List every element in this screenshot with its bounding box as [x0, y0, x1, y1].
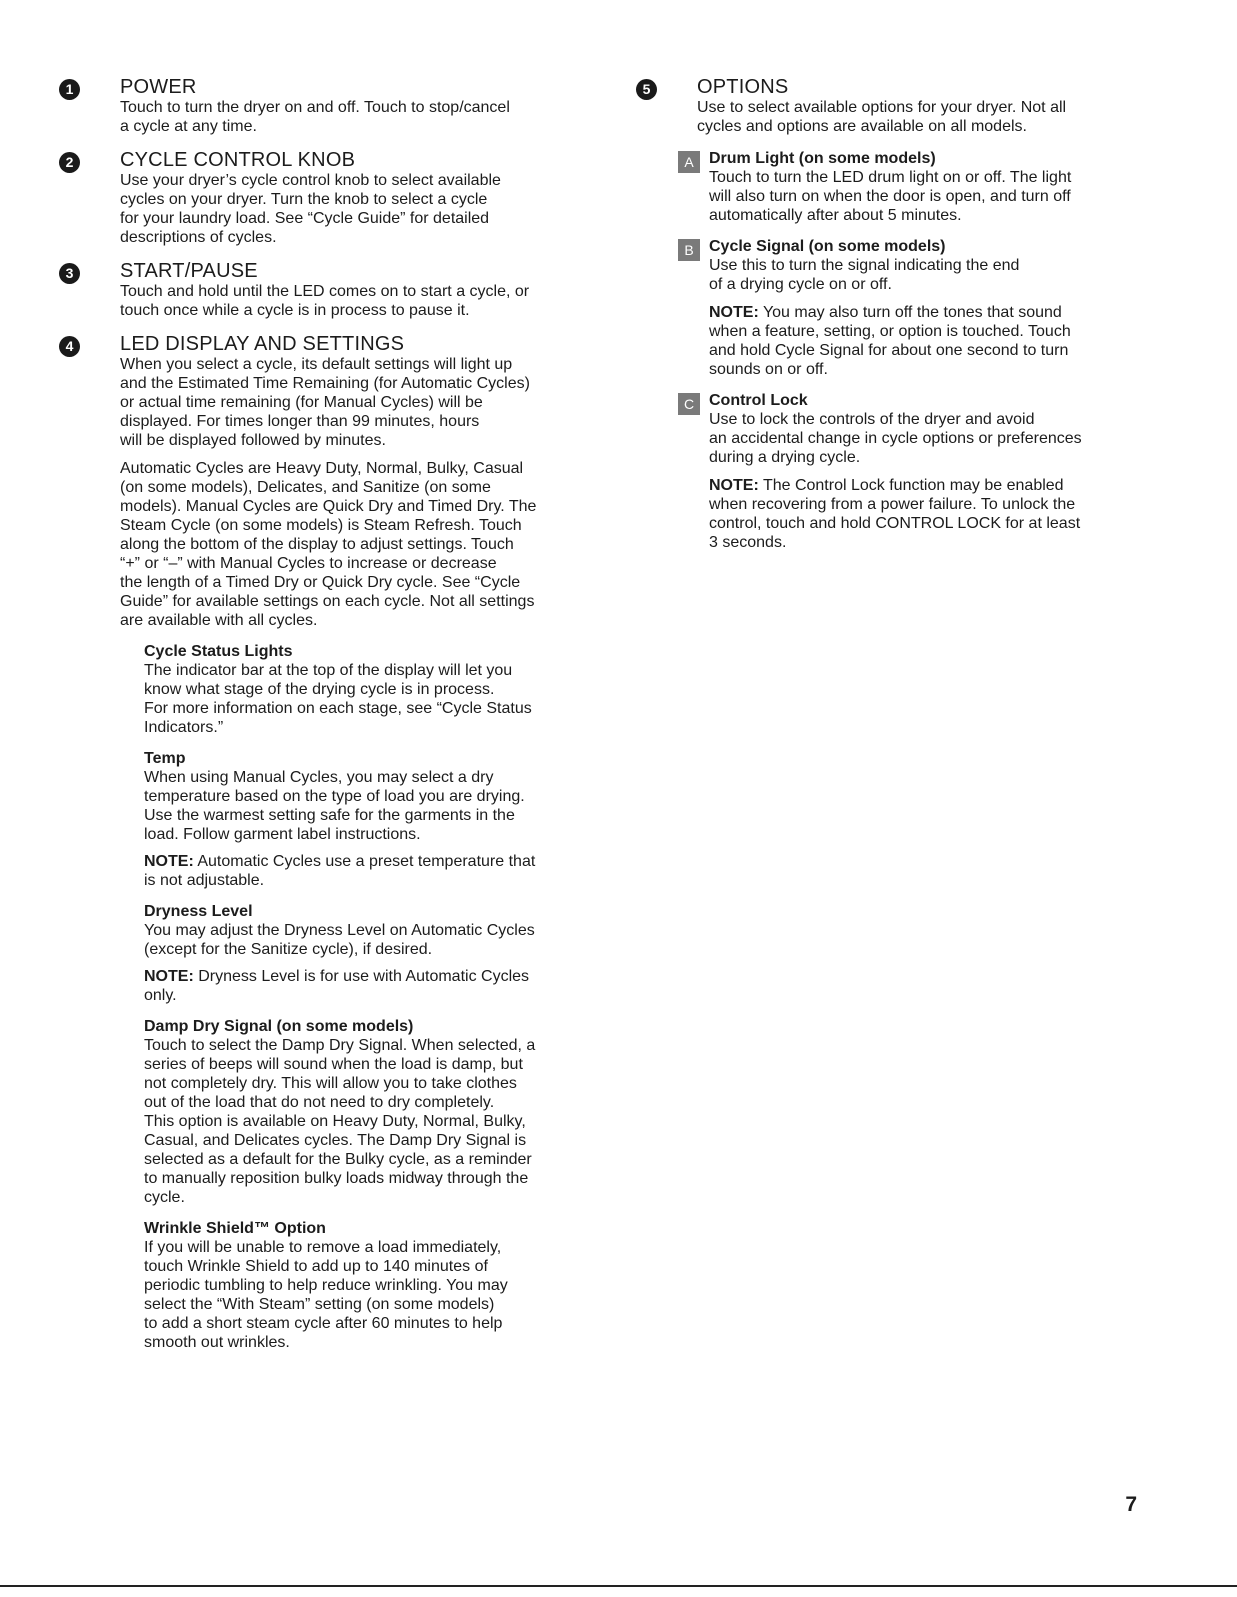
subsection-title-damp-dry-signal: Damp Dry Signal (on some models) — [144, 1018, 414, 1035]
start-pause-description: Touch and hold until the LED comes on to start a cycle, or touch once while a cycle is in process to pause it. — [120, 283, 530, 319]
option-letter-a-icon: A — [678, 151, 700, 173]
page-number: 7 — [1125, 1493, 1137, 1516]
cycle-status-lights-description: The indicator bar at the top of the display will let you know what stage of the drying cycle is in process. For more information on each stage, see “Cycle Status Indicators.” — [144, 662, 532, 736]
note-label: NOTE: — [709, 477, 759, 494]
option-title-drum-light: Drum Light (on some models) — [709, 150, 936, 167]
section-led-display — [59, 333, 599, 1352]
left-column — [59, 76, 599, 1365]
bottom-divider — [0, 1585, 1237, 1587]
number-badge-4: 4 — [59, 336, 80, 357]
subsection-temp — [144, 749, 599, 890]
option-control-lock — [636, 391, 1156, 552]
cycle-signal-note — [709, 303, 1156, 379]
control-lock-description: Use to lock the controls of the dryer and avoid an accidental change in cycle options or preferences during a drying cycle. — [709, 411, 1082, 466]
drum-light-description: Touch to turn the LED drum light on or off. The light will also turn on when the door is open, and turn off automatically after about 5 minutes. — [709, 169, 1072, 224]
options-description: Use to select available options for your dryer. Not all cycles and options are available on all models. — [697, 99, 1067, 135]
right-column — [636, 76, 1156, 561]
subsection-cycle-status-lights — [144, 642, 599, 737]
option-letter-c-icon: C — [678, 393, 700, 415]
control-lock-note-text: The Control Lock function may be enabled when recovering from a power failure. To unlock the control, touch and hold CONTROL LOCK for at least 3 seconds. — [709, 477, 1081, 551]
section-heading-cycle-control-knob: CYCLE CONTROL KNOB — [120, 149, 356, 171]
control-lock-note — [709, 476, 1156, 552]
dryness-level-note — [144, 967, 599, 1005]
number-badge-3: 3 — [59, 263, 80, 284]
dryness-level-description: You may adjust the Dryness Level on Automatic Cycles (except for the Sanitize cycle), if desired. — [144, 922, 535, 958]
power-description: Touch to turn the dryer on and off. Touch to stop/cancel a cycle at any time. — [120, 99, 510, 135]
temp-note — [144, 852, 599, 890]
section-start-pause — [59, 260, 599, 320]
option-title-cycle-signal: Cycle Signal (on some models) — [709, 238, 946, 255]
section-power — [59, 76, 599, 136]
note-label: NOTE: — [144, 853, 194, 870]
wrinkle-shield-description: If you will be unable to remove a load immediately, touch Wrinkle Shield to add up to 140 minutes of periodic tumbling to help reduce wrinkling. You may select the “With Steam” setting (on some models) to add a short steam cycle after 60 minutes to help smooth out wrinkles. — [144, 1239, 508, 1351]
section-heading-led-display: LED DISPLAY AND SETTINGS — [120, 333, 405, 355]
note-label: NOTE: — [709, 304, 759, 321]
led-description-2: Automatic Cycles are Heavy Duty, Normal, Bulky, Casual (on some models), Delicates, and Sanitize (on some models). Manual Cycles are Quick Dry and Timed Dry. The Steam Cycle (on some models) is Steam Refresh. Touch along the bottom of the display to adjust settings. Touch “+” or “–” with Manual Cycles to increase or decrease the length of a Timed Dry or Quick Dry cycle. See “Cycle Guide” for available settings on each cycle. Not all settings are available with all cycles. — [120, 460, 537, 629]
subsection-damp-dry-signal — [144, 1017, 599, 1207]
section-heading-start-pause: START/PAUSE — [120, 260, 258, 282]
subsection-title-wrinkle-shield: Wrinkle Shield™ Option — [144, 1220, 326, 1237]
note-label: NOTE: — [144, 968, 194, 985]
cycle-signal-note-text: You may also turn off the tones that sound when a feature, setting, or option is touched. Touch and hold Cycle Signal for about one second to turn sounds on or off. — [709, 304, 1071, 378]
section-heading-power: POWER — [120, 76, 197, 98]
section-options — [636, 76, 1156, 136]
section-heading-options: OPTIONS — [697, 76, 789, 98]
subsection-title-cycle-status-lights: Cycle Status Lights — [144, 643, 293, 660]
option-letter-b-icon: B — [678, 239, 700, 261]
option-drum-light — [636, 149, 1156, 225]
subsection-wrinkle-shield — [144, 1219, 599, 1352]
led-description-1: When you select a cycle, its default settings will light up and the Estimated Time Remaining (for Automatic Cycles) or actual time remaining (for Manual Cycles) will be displayed. For times longer than 99 minutes, hours will be displayed followed by minutes. — [120, 356, 530, 449]
temp-note-text: Automatic Cycles use a preset temperature that is not adjustable. — [144, 853, 536, 889]
dryness-note-text: Dryness Level is for use with Automatic Cycles only. — [144, 968, 530, 1004]
damp-dry-signal-description: Touch to select the Damp Dry Signal. When selected, a series of beeps will sound when the load is damp, but not completely dry. This will allow you to take clothes out of the load that do not need to dry completely. This option is available on Heavy Duty, Normal, Bulky, Casual, and Delicates cycles. The Damp Dry Signal is selected as a default for the Bulky cycle, as a reminder to manually reposition bulky loads midway through the cycle. — [144, 1037, 536, 1206]
number-badge-1: 1 — [59, 79, 80, 100]
option-cycle-signal — [636, 237, 1156, 379]
subsection-dryness-level — [144, 902, 599, 1005]
section-cycle-control-knob — [59, 149, 599, 247]
subsection-title-dryness-level: Dryness Level — [144, 903, 253, 920]
number-badge-5: 5 — [636, 79, 657, 100]
cycle-control-knob-description: Use your dryer’s cycle control knob to select available cycles on your dryer. Turn the knob to select a cycle for your laundry load. See “Cycle Guide” for detailed descriptions of cycles. — [120, 172, 501, 246]
temp-description: When using Manual Cycles, you may select a dry temperature based on the type of load you are drying. Use the warmest setting safe for the garments in the load. Follow garment label instructions. — [144, 769, 525, 843]
cycle-signal-description: Use this to turn the signal indicating the end of a drying cycle on or off. — [709, 257, 1020, 293]
number-badge-2: 2 — [59, 152, 80, 173]
subsection-title-temp: Temp — [144, 750, 186, 767]
option-title-control-lock: Control Lock — [709, 392, 808, 409]
